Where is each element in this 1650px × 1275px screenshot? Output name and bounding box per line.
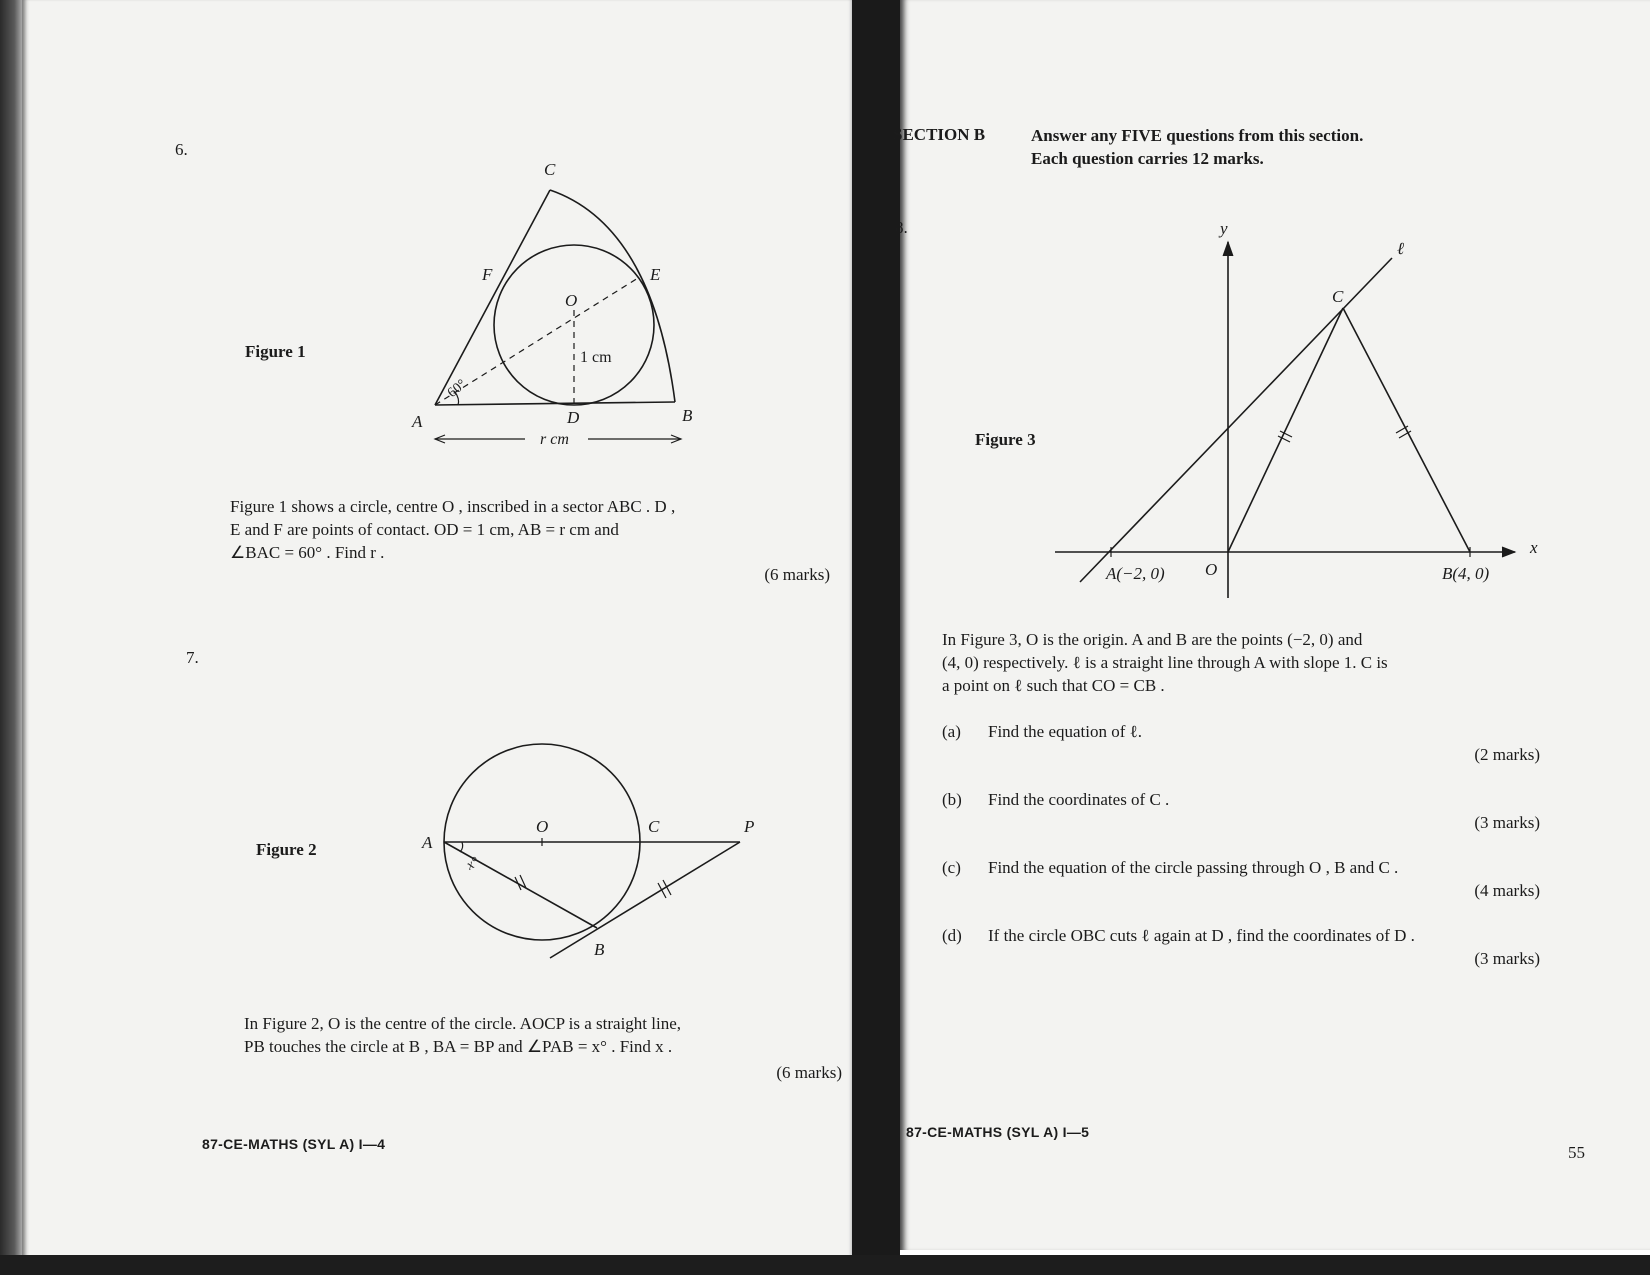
question-7-marks: (6 marks) <box>776 1063 842 1082</box>
section-instructions <box>1031 124 1363 170</box>
left-footer: 87-CE-MATHS (SYL A) I—4 <box>202 1136 386 1152</box>
part-a-label: (a) <box>942 722 961 741</box>
point-label-o: O <box>565 291 578 310</box>
radius-label: 1 cm <box>580 349 612 366</box>
page-number: 55 <box>1568 1143 1585 1162</box>
question-6-marks: (6 marks) <box>764 565 830 584</box>
part-d-label: (d) <box>942 926 962 945</box>
point-label-d: D <box>567 408 580 427</box>
point-label-b: B(4, 0) <box>1442 564 1490 583</box>
point-label-e: E <box>650 265 661 284</box>
book-spine <box>852 0 900 1275</box>
section-title: SECTION B <box>893 125 986 144</box>
section-instruction-line: Each question carries 12 marks. <box>1031 149 1264 168</box>
question-6-text <box>230 495 675 564</box>
point-label-c: C <box>648 817 660 836</box>
point-label-b: B <box>682 406 693 425</box>
question-8-text-line: a point on ℓ such that CO = CB . <box>942 676 1165 695</box>
right-page <box>900 0 1650 1250</box>
part-b-marks: (3 marks) <box>1474 813 1540 832</box>
question-7-number: 7. <box>186 648 199 667</box>
point-label-a: A(−2, 0) <box>1106 564 1165 583</box>
angle-label-60: 60° <box>444 376 470 401</box>
point-label-f: F <box>482 265 493 284</box>
part-a-marks: (2 marks) <box>1474 745 1540 764</box>
question-6-text-line: Figure 1 shows a circle, centre O , inscribed in a sector ABC . D , <box>230 497 676 516</box>
part-c-label: (c) <box>942 858 961 877</box>
sector-radius-ac <box>435 190 550 405</box>
question-6-text-line: ∠BAC = 60° . Find r . <box>230 543 385 562</box>
figure-2-label: Figure 2 <box>256 840 317 859</box>
section-instruction-line: Answer any FIVE questions from this section. <box>1031 126 1364 145</box>
tangent-pb <box>550 842 740 958</box>
part-d-text: If the circle OBC cuts ℓ again at D , find the coordinates of D . <box>988 926 1415 945</box>
origin-label: O <box>1205 560 1218 579</box>
part-b-label: (b) <box>942 790 962 809</box>
question-8-number: 8. <box>895 218 908 237</box>
question-8-text-line: (4, 0) respectively. ℓ is a straight line through A with slope 1. C is <box>942 653 1388 672</box>
part-d-marks: (3 marks) <box>1474 949 1540 968</box>
x-axis-arrow <box>1502 547 1515 557</box>
figure-1-diagram <box>400 155 700 455</box>
axis-label-y: y <box>1220 219 1228 238</box>
part-c-marks: (4 marks) <box>1474 881 1540 900</box>
point-label-a: A <box>412 412 423 431</box>
figure-2-diagram <box>410 730 755 980</box>
segment-oc <box>1228 308 1343 552</box>
figure-3-label: Figure 3 <box>975 430 1036 449</box>
figure-1-label: Figure 1 <box>245 342 306 361</box>
question-6-number: 6. <box>175 140 188 159</box>
question-7-text-line: In Figure 2, O is the centre of the circle. AOCP is a straight line, <box>244 1014 682 1033</box>
length-label: r cm <box>540 431 569 448</box>
point-label-p: P <box>744 817 755 836</box>
question-7-text-line: PB touches the circle at B , BA = BP and ∠PAB = x° . Find x . <box>244 1037 673 1056</box>
question-8-text <box>942 628 1388 697</box>
y-axis-arrow <box>1223 242 1233 256</box>
segment-cb <box>1343 308 1470 552</box>
point-label-o: O <box>536 817 549 836</box>
bottom-shadow <box>0 1255 1650 1275</box>
point-label-b: B <box>594 940 605 959</box>
equal-mark-ab <box>515 877 521 890</box>
right-footer: 87-CE-MATHS (SYL A) I—5 <box>906 1124 1090 1140</box>
axis-label-x: x <box>1530 538 1538 557</box>
point-label-c: C <box>544 160 556 179</box>
angle-label-x: x° <box>464 854 482 874</box>
line-label-l: ℓ <box>1397 239 1405 258</box>
question-7-text <box>244 1012 681 1058</box>
chord-ab <box>444 842 597 928</box>
part-a-text: Find the equation of ℓ. <box>988 722 1143 741</box>
book-left-edge <box>0 0 24 1275</box>
question-8-text-line: In Figure 3, O is the origin. A and B are the points (−2, 0) and <box>942 630 1363 649</box>
point-label-c: C <box>1332 287 1344 306</box>
point-label-a: A <box>422 833 433 852</box>
part-c-text: Find the equation of the circle passing through O , B and C . <box>988 858 1399 877</box>
part-b-text: Find the coordinates of C . <box>988 790 1170 809</box>
figure-3-diagram <box>1050 220 1550 610</box>
question-6-text-line: E and F are points of contact. OD = 1 cm, AB = r cm and <box>230 520 619 539</box>
